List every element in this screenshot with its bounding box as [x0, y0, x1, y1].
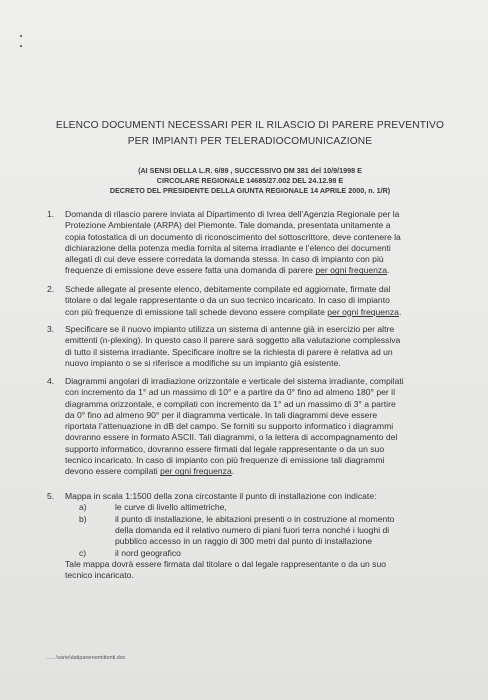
- text-line: Tale mappa dovrà essere firmata dal titolare o dal legale rappresentante o da un suo: [65, 558, 387, 569]
- text-line: con più frequenze di emissione tali schede devono essere compilate per ogni frequenza.: [65, 306, 402, 317]
- text-line: Protezione Ambientale (ARPA) del Piemonte. Tale domanda, presentata unitamente a: [65, 220, 391, 231]
- item-text: [65, 209, 470, 277]
- text-line: le curve di livello altimetriche,: [115, 502, 227, 513]
- sub-item-text: [115, 548, 465, 559]
- text-line: pubblico accesso in un raggio di 300 metri dal punto di installazione: [115, 536, 373, 547]
- text-line: da 0° fino ad almeno 90° per il diagramma verticale. In tali diagrammi deve essere: [65, 409, 378, 420]
- sub-item-letter: a): [79, 502, 87, 513]
- item-text: [65, 324, 470, 369]
- page-speck: [20, 45, 22, 47]
- title-line-1: ELENCO DOCUMENTI NECESSARI PER IL RILASCIO DI PARERE PREVENTIVO: [55, 120, 445, 131]
- sub-item-letter: b): [79, 513, 87, 524]
- item-text: [65, 491, 470, 502]
- text-line: dichiarazione della potenza media fornita al sitema irradiante e l’elenco dei documenti: [65, 242, 391, 253]
- text-line: il nord geografico: [115, 547, 181, 558]
- text-line: tecnico incaricato.: [65, 570, 134, 581]
- item-number: 4.: [47, 376, 55, 386]
- underlined-phrase: per ogni frequenza: [160, 466, 232, 477]
- text-line: diagramma orizzontale, e compilati con incremento da 1° ad un massimo di 3° a partire: [65, 398, 396, 409]
- sub-item-text: [115, 514, 465, 548]
- text-line: dovranno essere in formato ASCII. Tali diagrammi, o la lettera di accompagnamento del: [65, 432, 398, 443]
- text-line: Schede allegate al presente elenco, debitamente compilate ed aggiornate, firmate dal: [65, 284, 391, 294]
- reference-line-1: (AI SENSI DELLA L.R. 6/89 , SUCCESSIVO DM 381 del 10/9/1998 E: [138, 166, 362, 175]
- underlined-phrase: per ogni frequenza: [315, 265, 388, 276]
- item-number: 2.: [47, 284, 55, 294]
- text-line: nuovo impianto o se si riferisce a modifiche su un impianto già esistente.: [65, 357, 341, 368]
- item-number: 3.: [47, 324, 55, 334]
- text-line: titolare o dal legale rappresentante o da un suo tecnico incaricato. In caso di impianto: [65, 295, 390, 306]
- reference-line-3: DECRETO DEL PRESIDENTE DELLA GIUNTA REGIONALE 14 APRILE 2000, n. 1/R): [109, 186, 391, 195]
- page-speck: [20, 35, 22, 37]
- text-line: tecnico incaricato. In caso di impianto con più frequenze di emissione tali diagrammi: [65, 455, 385, 466]
- text-line: Diagrammi angolari di irradiazione orizzontale e verticale del sistema irradiante, compilati: [65, 376, 404, 386]
- text-line: devono essere compilati per ogni frequenza.: [65, 466, 235, 477]
- list-item: [47, 491, 472, 581]
- item-text: [65, 376, 470, 478]
- text-line: allegati di cui deve essere corredata la domanda stessa. In caso di impianto con più: [65, 254, 384, 265]
- text-line: con incremento da 1° ad un massimo di 10° e a partire da 0° fino ad almeno 180° per il: [65, 387, 395, 398]
- closing-text: [65, 559, 470, 582]
- underlined-phrase: per ogni frequenza: [327, 306, 399, 317]
- text-line: copia fotostatica di un documento di riconoscimento del sottoscrittore, deve contenere la: [65, 231, 401, 242]
- text-line: supporto informatico, dovranno essere firmati dal legale rappresentante o da un suo: [65, 443, 385, 454]
- text-line: riportata l’attenuazione in dB del campo. Se forniti su supporto informatico i diagrammi: [65, 421, 394, 432]
- sub-item-text: [115, 502, 465, 513]
- text-line: emittenti (n-plexing). In questo caso il parere sarà soggetto alla valutazione complessiva: [65, 335, 401, 346]
- title-line-2: PER IMPIANTI PER TELERADIOCOMUNICAZIONE: [127, 136, 373, 147]
- file-path-footer: ......\varie\datiparereemittenti.doc: [47, 655, 126, 661]
- text-line: di tutto il sistema irradiante. Specificare inoltre se la richiesta di parere è relativa ad un: [65, 346, 393, 357]
- reference-line-2: CIRCOLARE REGIONALE 14685/27.002 DEL 24.12.98 E: [156, 176, 344, 185]
- text-line: il punto di installazione, le abitazioni presenti o in costruzione al momento: [115, 513, 395, 524]
- sub-item-letter: c): [79, 547, 87, 558]
- text-line: della domanda ed il relativo numero di piani fuori terra nonché i luoghi di: [115, 524, 390, 535]
- text-line: Domanda di rilascio parere inviata al Dipartimento di Ivrea dell’Agenzia Regionale per la: [65, 209, 400, 219]
- item-number: 5.: [47, 491, 55, 501]
- text-line: frequenze di emissione deve essere fatta una domanda di parere per ogni frequenza.: [65, 265, 390, 276]
- text-line: Mappa in scala 1:1500 della zona circostante il punto di installazione con indicate:: [65, 491, 377, 501]
- item-text: [65, 284, 470, 318]
- text-line: Specificare se il nuovo impianto utilizza un sistema di antenne già in esercizio per altre: [65, 324, 395, 334]
- item-number: 1.: [47, 209, 55, 219]
